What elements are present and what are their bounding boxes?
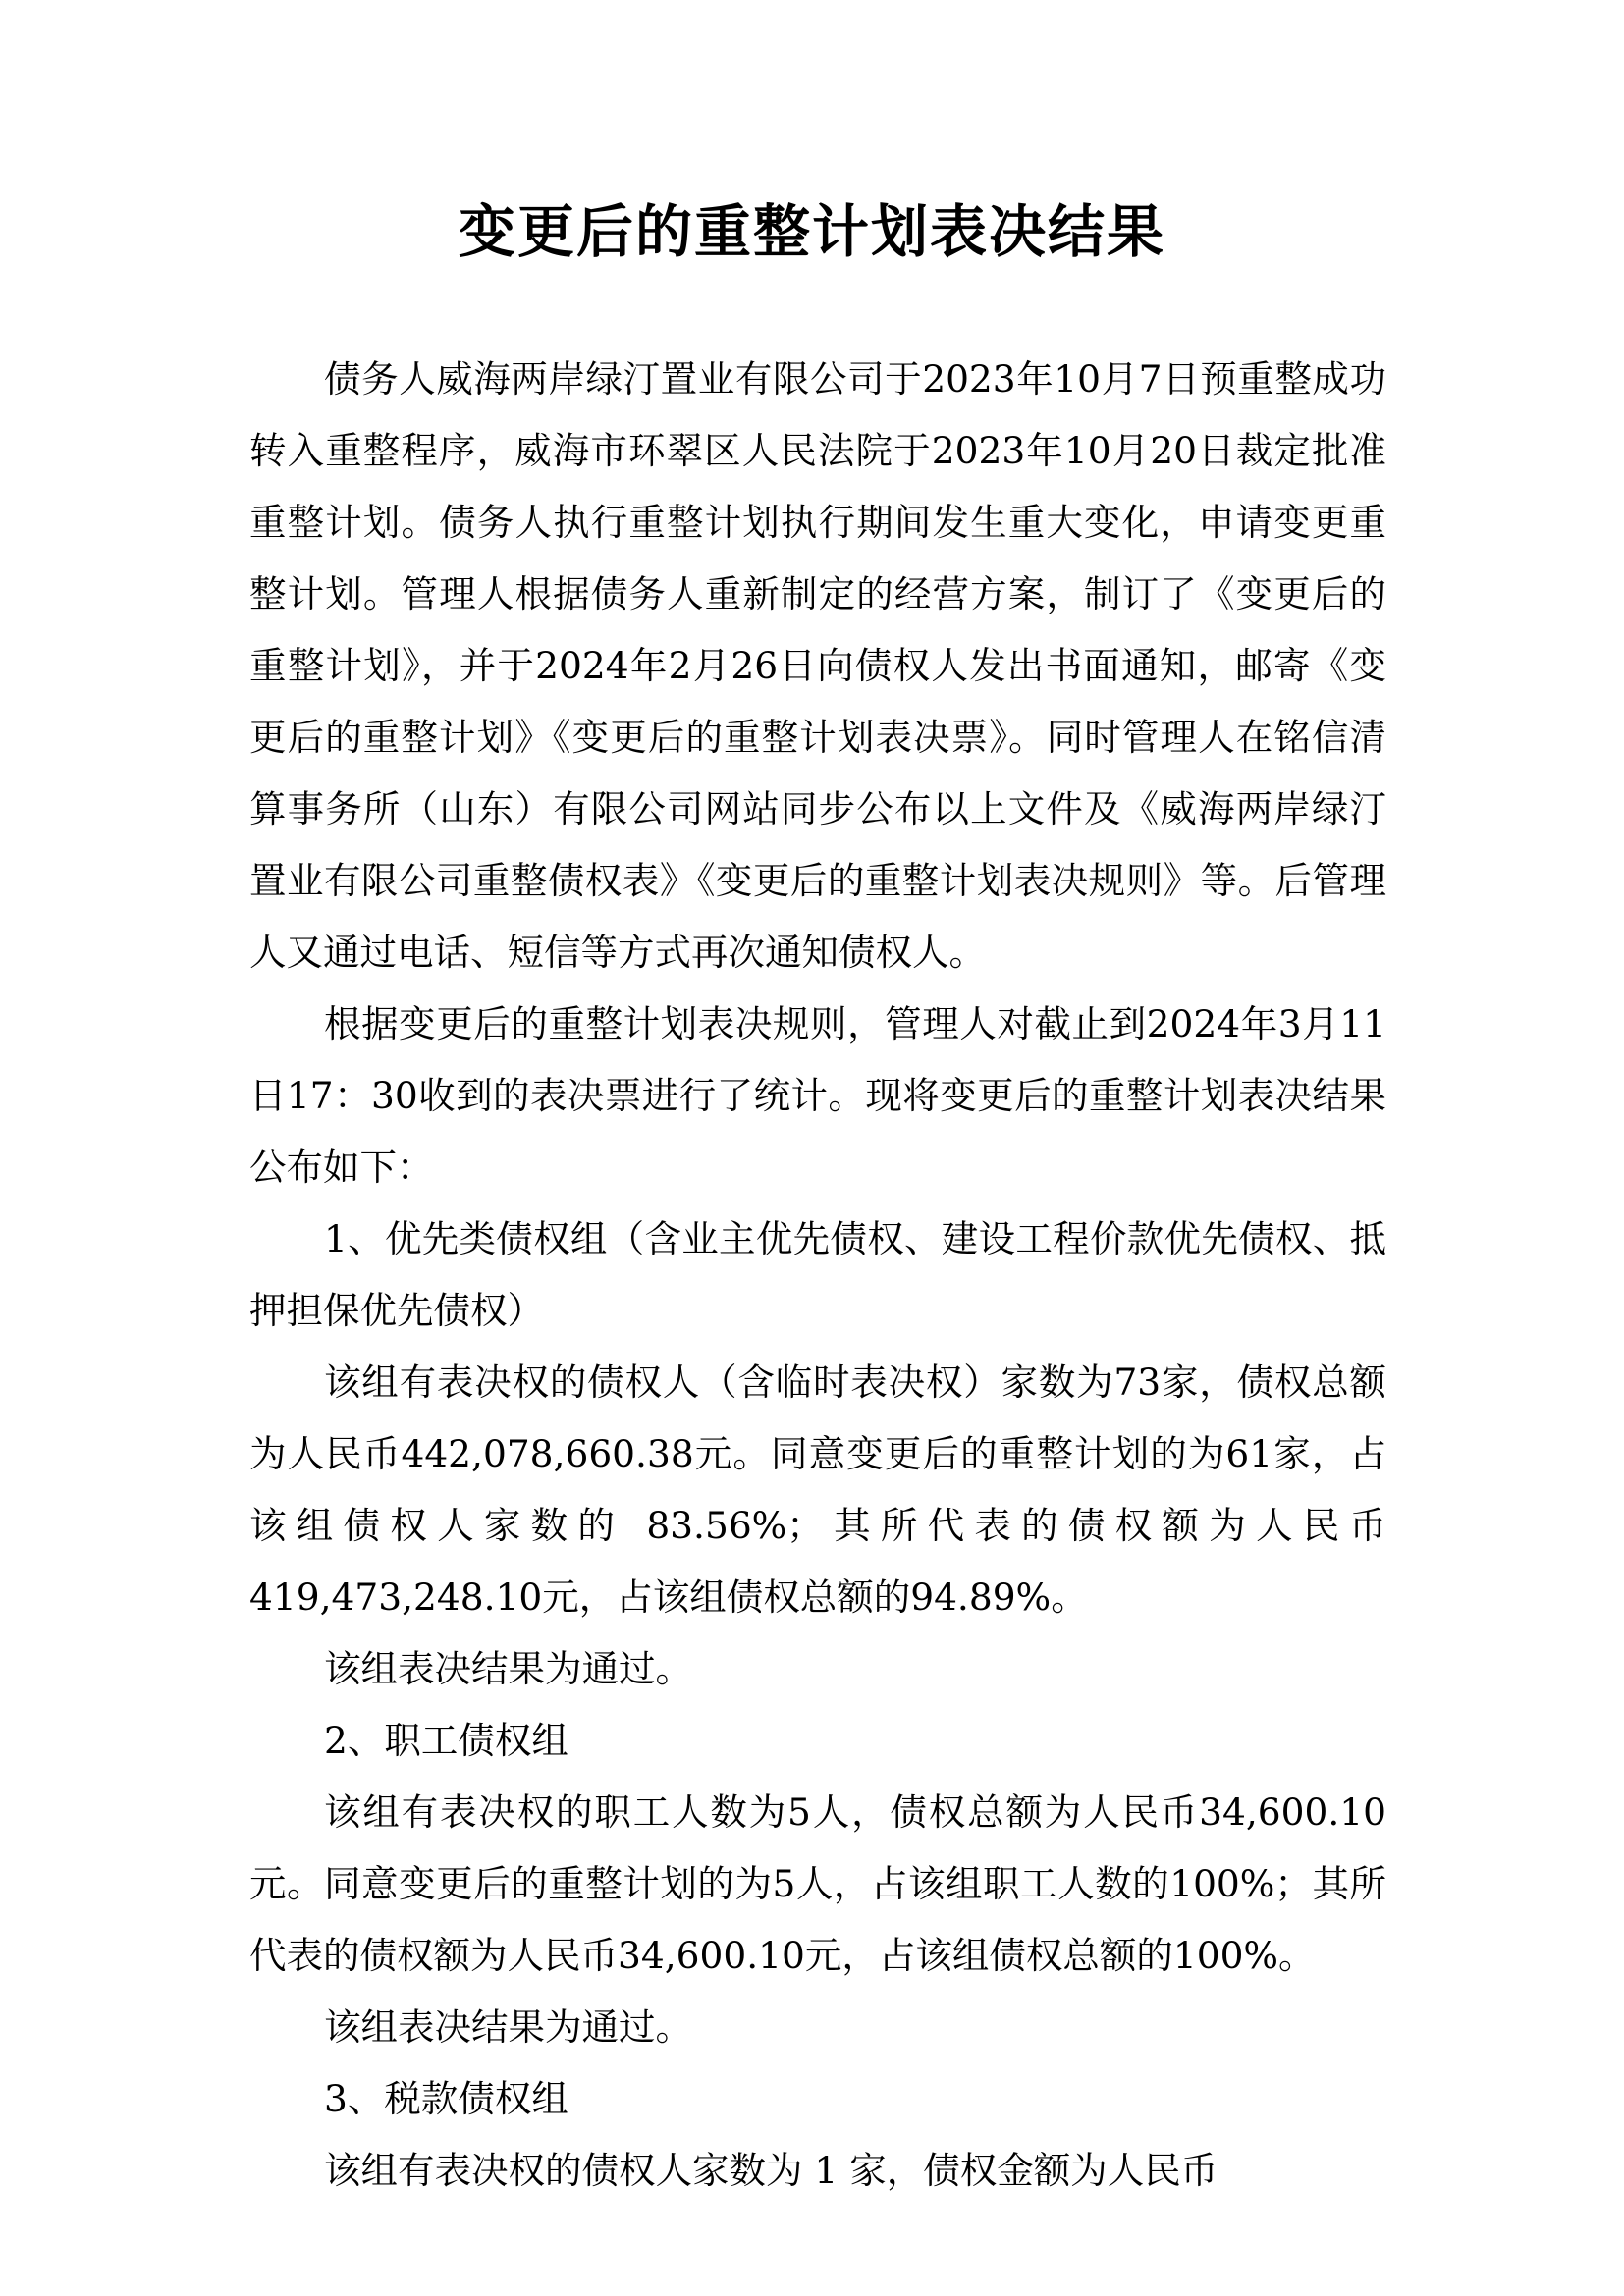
- paragraph-employee-group-result: 该组有表决权的职工人数为5人，债权总额为人民币34,600.10元。同意变更后的重整计划的为5人，占该组职工人数的100%；其所代表的债权额为人民币34,600.10元，占该组债权总额的100%。: [249, 1790, 1386, 1977]
- paragraph-priority-group-outcome: 该组表决结果为通过。: [324, 1647, 692, 1690]
- paragraph-employee-group-outcome: 该组表决结果为通过。: [324, 2005, 692, 2049]
- document-body: [249, 344, 1386, 2207]
- paragraph-background: 债务人威海两岸绿汀置业有限公司于2023年10月7日预重整成功转入重整程序，威海市环翠区人民法院于2023年10月20日裁定批准重整计划。债务人执行重整计划执行期间发生重大变化，申请变更重整计划。管理人根据债务人重新制定的经营方案，制订了《变更后的重整计划》，并于2024年2月26日向债权人发出书面通知，邮寄《变更后的重整计划》《变更后的重整计划表决票》。同时管理人在铭信清算事务所（山东）有限公司网站同步公布以上文件及《威海两岸绿汀置业有限公司重整债权表》《变更后的重整计划表决规则》等。后管理人又通过电话、短信等方式再次通知债权人。: [249, 357, 1386, 974]
- section-heading-employee-group: 2、职工债权组: [324, 1719, 568, 1762]
- section-heading-priority-group: 1、优先类债权组（含业主优先债权、建设工程价款优先债权、抵押担保优先债权）: [249, 1217, 1386, 1332]
- paragraph-priority-group-result: 该组有表决权的债权人（含临时表决权）家数为73家，债权总额为人民币442,078,660.38元。同意变更后的重整计划的为61家，占该组债权人家数的 83.56%；其所代表的债权额为人民币419,473,248.10元，占该组债权总额的94.89%。: [249, 1361, 1386, 1619]
- page-title: 变更后的重整计划表决结果: [458, 198, 1165, 265]
- paragraph-tax-group-result: 该组有表决权的债权人家数为 1 家，债权金额为人民币: [324, 2149, 1218, 2192]
- section-heading-tax-group: 3、税款债权组: [324, 2077, 568, 2120]
- paragraph-statistics-intro: 根据变更后的重整计划表决规则，管理人对截止到2024年3月11日17：30收到的表决票进行了统计。现将变更后的重整计划表决结果公布如下：: [249, 1002, 1386, 1189]
